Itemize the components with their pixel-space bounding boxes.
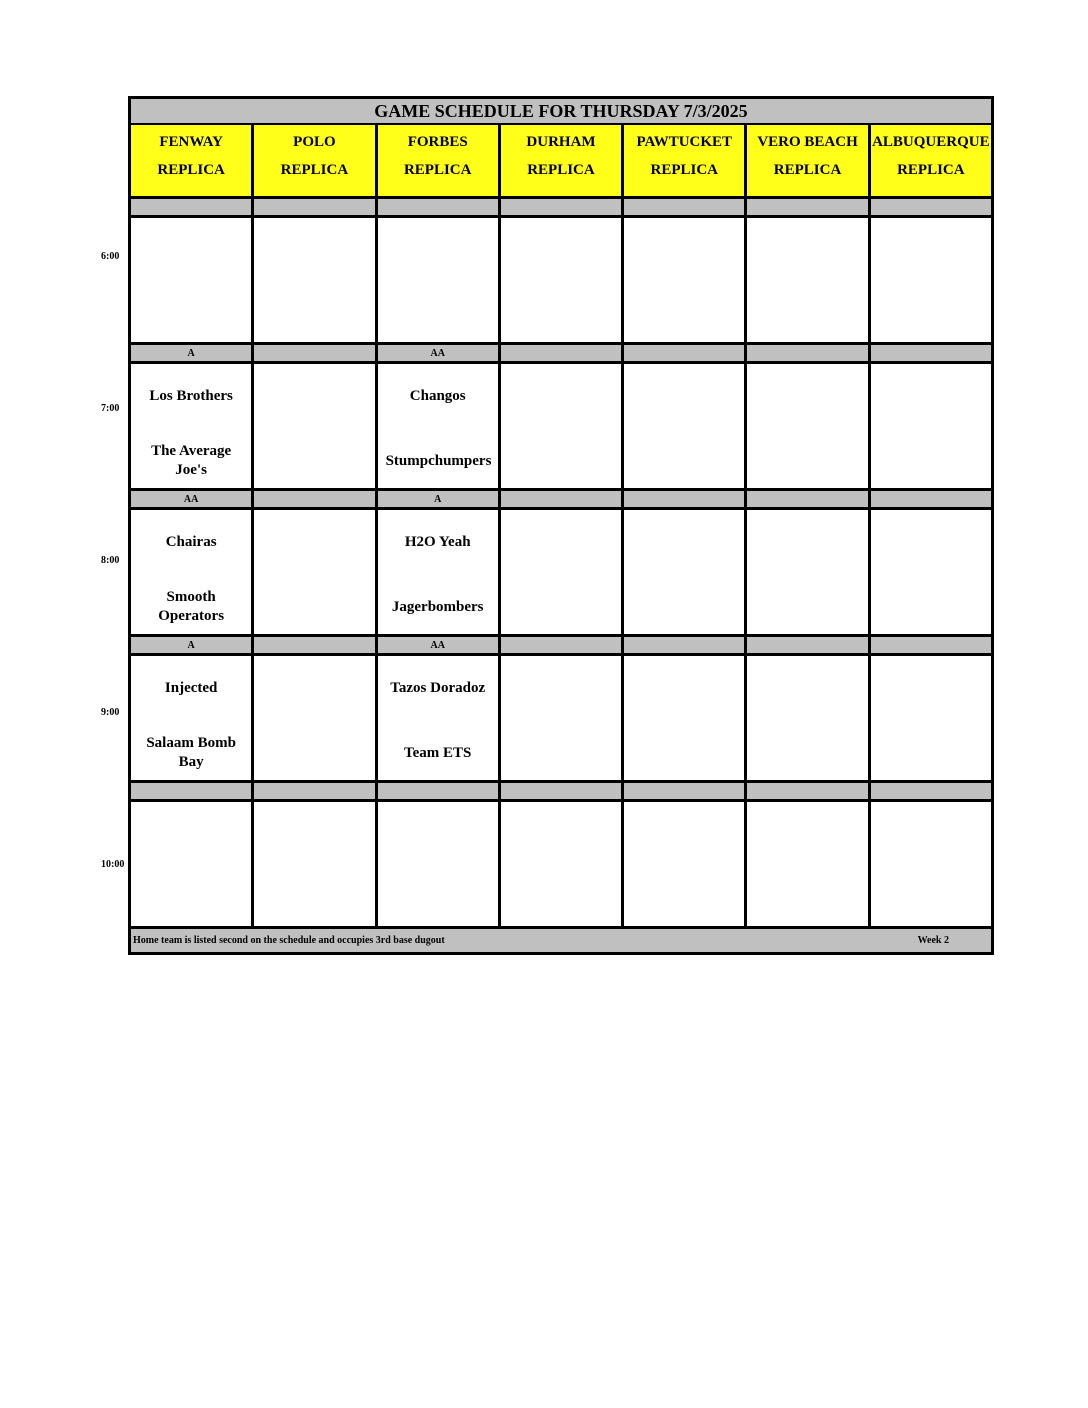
game-cell [501,802,624,926]
field-name: POLO [293,134,336,150]
league-cell [624,637,747,653]
league-row [131,345,991,364]
game-cell [747,218,870,342]
league-cell [624,345,747,361]
league-cell [747,491,870,507]
game-cell [254,510,377,634]
game-cell [871,510,991,634]
field-header [871,125,991,196]
away-team: Chairas [165,534,217,550]
league-cell [254,637,377,653]
time-slot-row [131,218,991,345]
game-cell [501,656,624,780]
field-header [624,125,747,196]
league-cell [624,199,747,215]
league-cell: A [131,345,254,361]
league-cell [871,345,991,361]
game-cell [624,510,747,634]
time-slot-row [131,364,991,491]
week-label: Week 2 [917,935,949,946]
time-label: 10:00 [101,859,125,870]
league-row [131,637,991,656]
league-cell [871,783,991,799]
schedule-footer [131,929,991,952]
home-team-note: Home team is listed second on the schedule and occupies 3rd base dugout [133,935,445,946]
league-cell [131,199,254,215]
league-row [131,783,991,802]
field-header-row [131,125,991,199]
league-cell [871,199,991,215]
schedule-title: GAME SCHEDULE FOR THURSDAY 7/3/2025 [131,99,991,125]
league-cell [501,491,624,507]
game-cell [871,364,991,488]
game-cell [871,656,991,780]
league-cell [378,783,501,799]
league-cell [501,637,624,653]
home-team: Team ETS [404,745,472,761]
game-cell [624,364,747,488]
league-cell [254,783,377,799]
league-cell [254,491,377,507]
league-cell [747,345,870,361]
field-type: REPLICA [403,162,472,178]
league-row [131,199,991,218]
field-type: REPLICA [527,162,595,178]
field-type: REPLICA [157,162,225,178]
game-cell [131,656,254,780]
field-header [747,125,870,196]
away-team: Injected [164,680,218,696]
league-cell: A [378,491,501,507]
league-cell [501,783,624,799]
league-cell [378,199,501,215]
schedule-table [128,96,994,955]
league-cell [747,637,870,653]
league-cell [747,783,870,799]
league-cell [254,345,377,361]
field-name: ALBUQUERQUE [872,134,990,150]
home-team: Stumpchumpers [385,453,492,469]
league-cell [871,637,991,653]
game-cell [378,656,501,780]
away-team: Tazos Doradoz [390,680,486,696]
field-name: VERO BEACH [757,134,858,150]
league-cell: A [131,637,254,653]
league-cell [624,783,747,799]
game-cell [131,802,254,926]
field-name: PAWTUCKET [636,134,733,150]
time-slots [131,199,991,929]
away-team: H2O Yeah [404,534,471,550]
field-header [254,125,377,196]
game-cell [254,802,377,926]
game-cell [501,510,624,634]
field-type: REPLICA [773,162,842,178]
field-name: DURHAM [526,134,596,150]
field-name: FORBES [407,134,468,150]
home-team: Smooth Operators [158,589,225,624]
game-cell [747,802,870,926]
league-row [131,491,991,510]
game-cell [378,510,501,634]
time-slot-row [131,802,991,929]
game-cell [501,218,624,342]
game-cell [747,364,870,488]
league-cell [624,491,747,507]
game-cell [747,656,870,780]
game-cell [624,802,747,926]
game-cell [378,364,501,488]
game-cell [131,364,254,488]
game-cell [624,218,747,342]
league-cell: AA [378,637,501,653]
game-cell [871,802,991,926]
league-cell [131,783,254,799]
time-slot-row [131,656,991,783]
home-team: Jagerbombers [391,599,484,615]
game-cell [131,510,254,634]
game-cell [254,218,377,342]
game-cell [378,218,501,342]
game-cell [624,656,747,780]
league-cell [747,199,870,215]
away-team: Los Brothers [149,388,233,404]
league-cell [871,491,991,507]
field-type: REPLICA [280,162,349,178]
game-cell [747,510,870,634]
home-team: The Average Joe's [151,443,232,478]
league-cell: AA [378,345,501,361]
time-label: 7:00 [101,403,120,414]
game-cell [131,218,254,342]
field-name: FENWAY [159,134,223,150]
field-header [131,125,254,196]
league-cell: AA [131,491,254,507]
field-header [378,125,501,196]
time-label: 6:00 [101,251,120,262]
game-cell [501,364,624,488]
time-label: 9:00 [101,707,120,718]
game-cell [871,218,991,342]
league-cell [501,199,624,215]
away-team: Changos [409,388,466,404]
league-cell [254,199,377,215]
field-type: REPLICA [650,162,719,178]
field-header [501,125,624,196]
game-cell [254,656,377,780]
game-cell [378,802,501,926]
field-type: REPLICA [897,162,965,178]
time-label: 8:00 [101,555,120,566]
time-slot-row [131,510,991,637]
home-team: Salaam Bomb Bay [146,735,236,770]
game-cell [254,364,377,488]
league-cell [501,345,624,361]
